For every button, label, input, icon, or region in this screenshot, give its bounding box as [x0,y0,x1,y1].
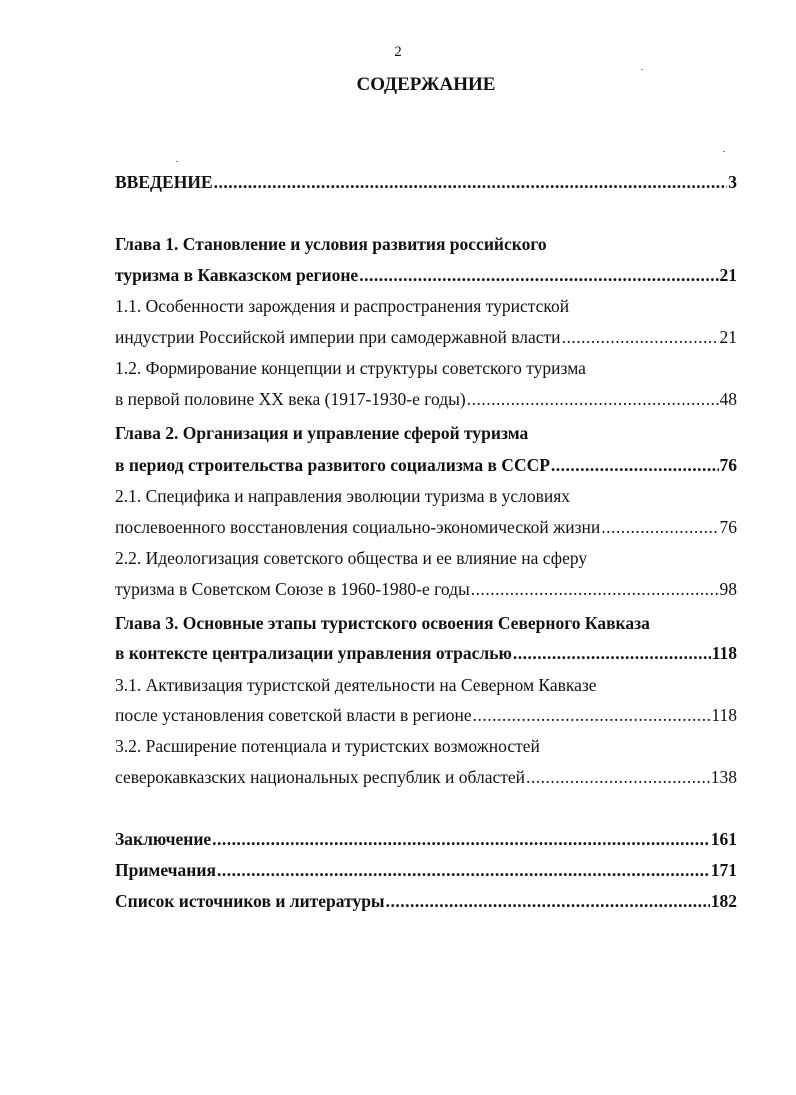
toc-dot-leader [513,641,711,665]
toc-entry-title: Список источников и литературы [115,891,385,911]
toc-entry-page: 76 [719,455,737,475]
toc-entry-title: 1.2. Формирование концепции и структуры советского туризма [115,358,586,378]
toc-entry-title: 2.1. Специфика и направления эволюции туризма в условиях [115,486,571,506]
toc-dot-leader [471,577,719,601]
toc-dot-leader [601,515,718,539]
toc-entry [115,453,737,477]
toc-entry-page: 171 [710,860,737,880]
toc-entry-title: в период строительства развитого социализма в СССР [115,455,550,475]
toc-entry-title: в контексте централизации управления отраслью [115,643,512,663]
toc-dot-leader [359,263,718,287]
toc-entry-title: после установления советской власти в регионе [115,705,472,725]
toc-entry [115,827,737,851]
toc-entry-page: 3 [728,172,737,192]
toc-entry-title: 3.1. Активизация туристской деятельности на Северном Кавказе [115,675,597,695]
toc-dot-leader [473,703,711,727]
toc-dot-leader [562,325,719,349]
toc-entry-page: 21 [719,265,737,285]
scan-speck [176,161,178,162]
toc-entry [115,170,737,194]
toc-entry [115,387,737,411]
toc-entry [115,325,737,349]
toc-entry-title: 2.2. Идеологизация советского общества и ее влияние на сферу [115,548,588,568]
toc-dot-leader [212,827,710,851]
toc-entry-title: Глава 3. Основные этапы туристского освоения Северного Кавказа [115,613,650,633]
toc-entry-heading [115,294,737,318]
toc-entry [115,263,737,287]
toc-entry-title: ВВЕДЕНИЕ [115,172,213,192]
toc-entry [115,889,737,913]
toc-entry-title: северокавказских национальных республик и областей [115,767,526,787]
toc-entry-page: 161 [710,829,737,849]
toc-entry-page: 118 [711,705,737,725]
toc-entry-title: Глава 1. Становление и условия развития российского [115,234,547,254]
toc-dot-leader [214,170,728,194]
toc-entry [115,703,737,727]
toc-entry-heading [115,421,737,445]
toc-entry-heading [115,673,737,697]
toc-dot-leader [467,387,719,411]
toc-entry-heading [115,356,737,380]
toc-entry-title: туризма в Кавказском регионе [115,265,359,285]
toc-entry-title: Глава 2. Организация и управление сферой туризма [115,423,529,443]
toc-entry-page: 98 [719,579,737,599]
page-number: 2 [394,44,402,60]
toc-entry [115,577,737,601]
toc-entry-title: Примечания [115,860,216,880]
toc-dot-leader [217,858,710,882]
toc-dot-leader [526,765,710,789]
toc-entry-heading [115,734,737,758]
toc-entry-page: 118 [711,643,737,663]
toc-entry-heading [115,232,737,256]
toc-entry [115,515,737,539]
toc-dot-leader [386,889,710,913]
toc-entry-title: туризма в Советском Союзе в 1960-1980-е годы [115,579,470,599]
toc-dot-leader [551,453,719,477]
toc-entry-heading [115,546,737,570]
toc-entry-title: послевоенного восстановления социально-экономической жизни [115,517,601,537]
toc-entry-title: в первой половине XX века (1917-1930-е годы) [115,389,466,409]
scan-speck [641,69,643,70]
toc-entry-heading [115,484,737,508]
page-title: СОДЕРЖАНИЕ [356,74,496,95]
toc-entry-title: 3.2. Расширение потенциала и туристских возможностей [115,736,540,756]
toc-entry-page: 182 [710,891,737,911]
toc-entry-title: Заключение [115,829,212,849]
toc-entry-page: 76 [719,517,737,537]
toc-entry-title: 1.1. Особенности зарождения и распространения туристской [115,296,570,316]
toc-entry [115,765,737,789]
scan-speck [723,151,725,152]
toc-entry-page: 138 [710,767,737,787]
toc-entry-title: индустрии Российской империи при самодержавной власти [115,327,561,347]
toc-entry [115,641,737,665]
toc-entry [115,858,737,882]
toc-entry-page: 21 [719,327,737,347]
toc-entry-heading [115,611,737,635]
toc-entry-page: 48 [719,389,737,409]
